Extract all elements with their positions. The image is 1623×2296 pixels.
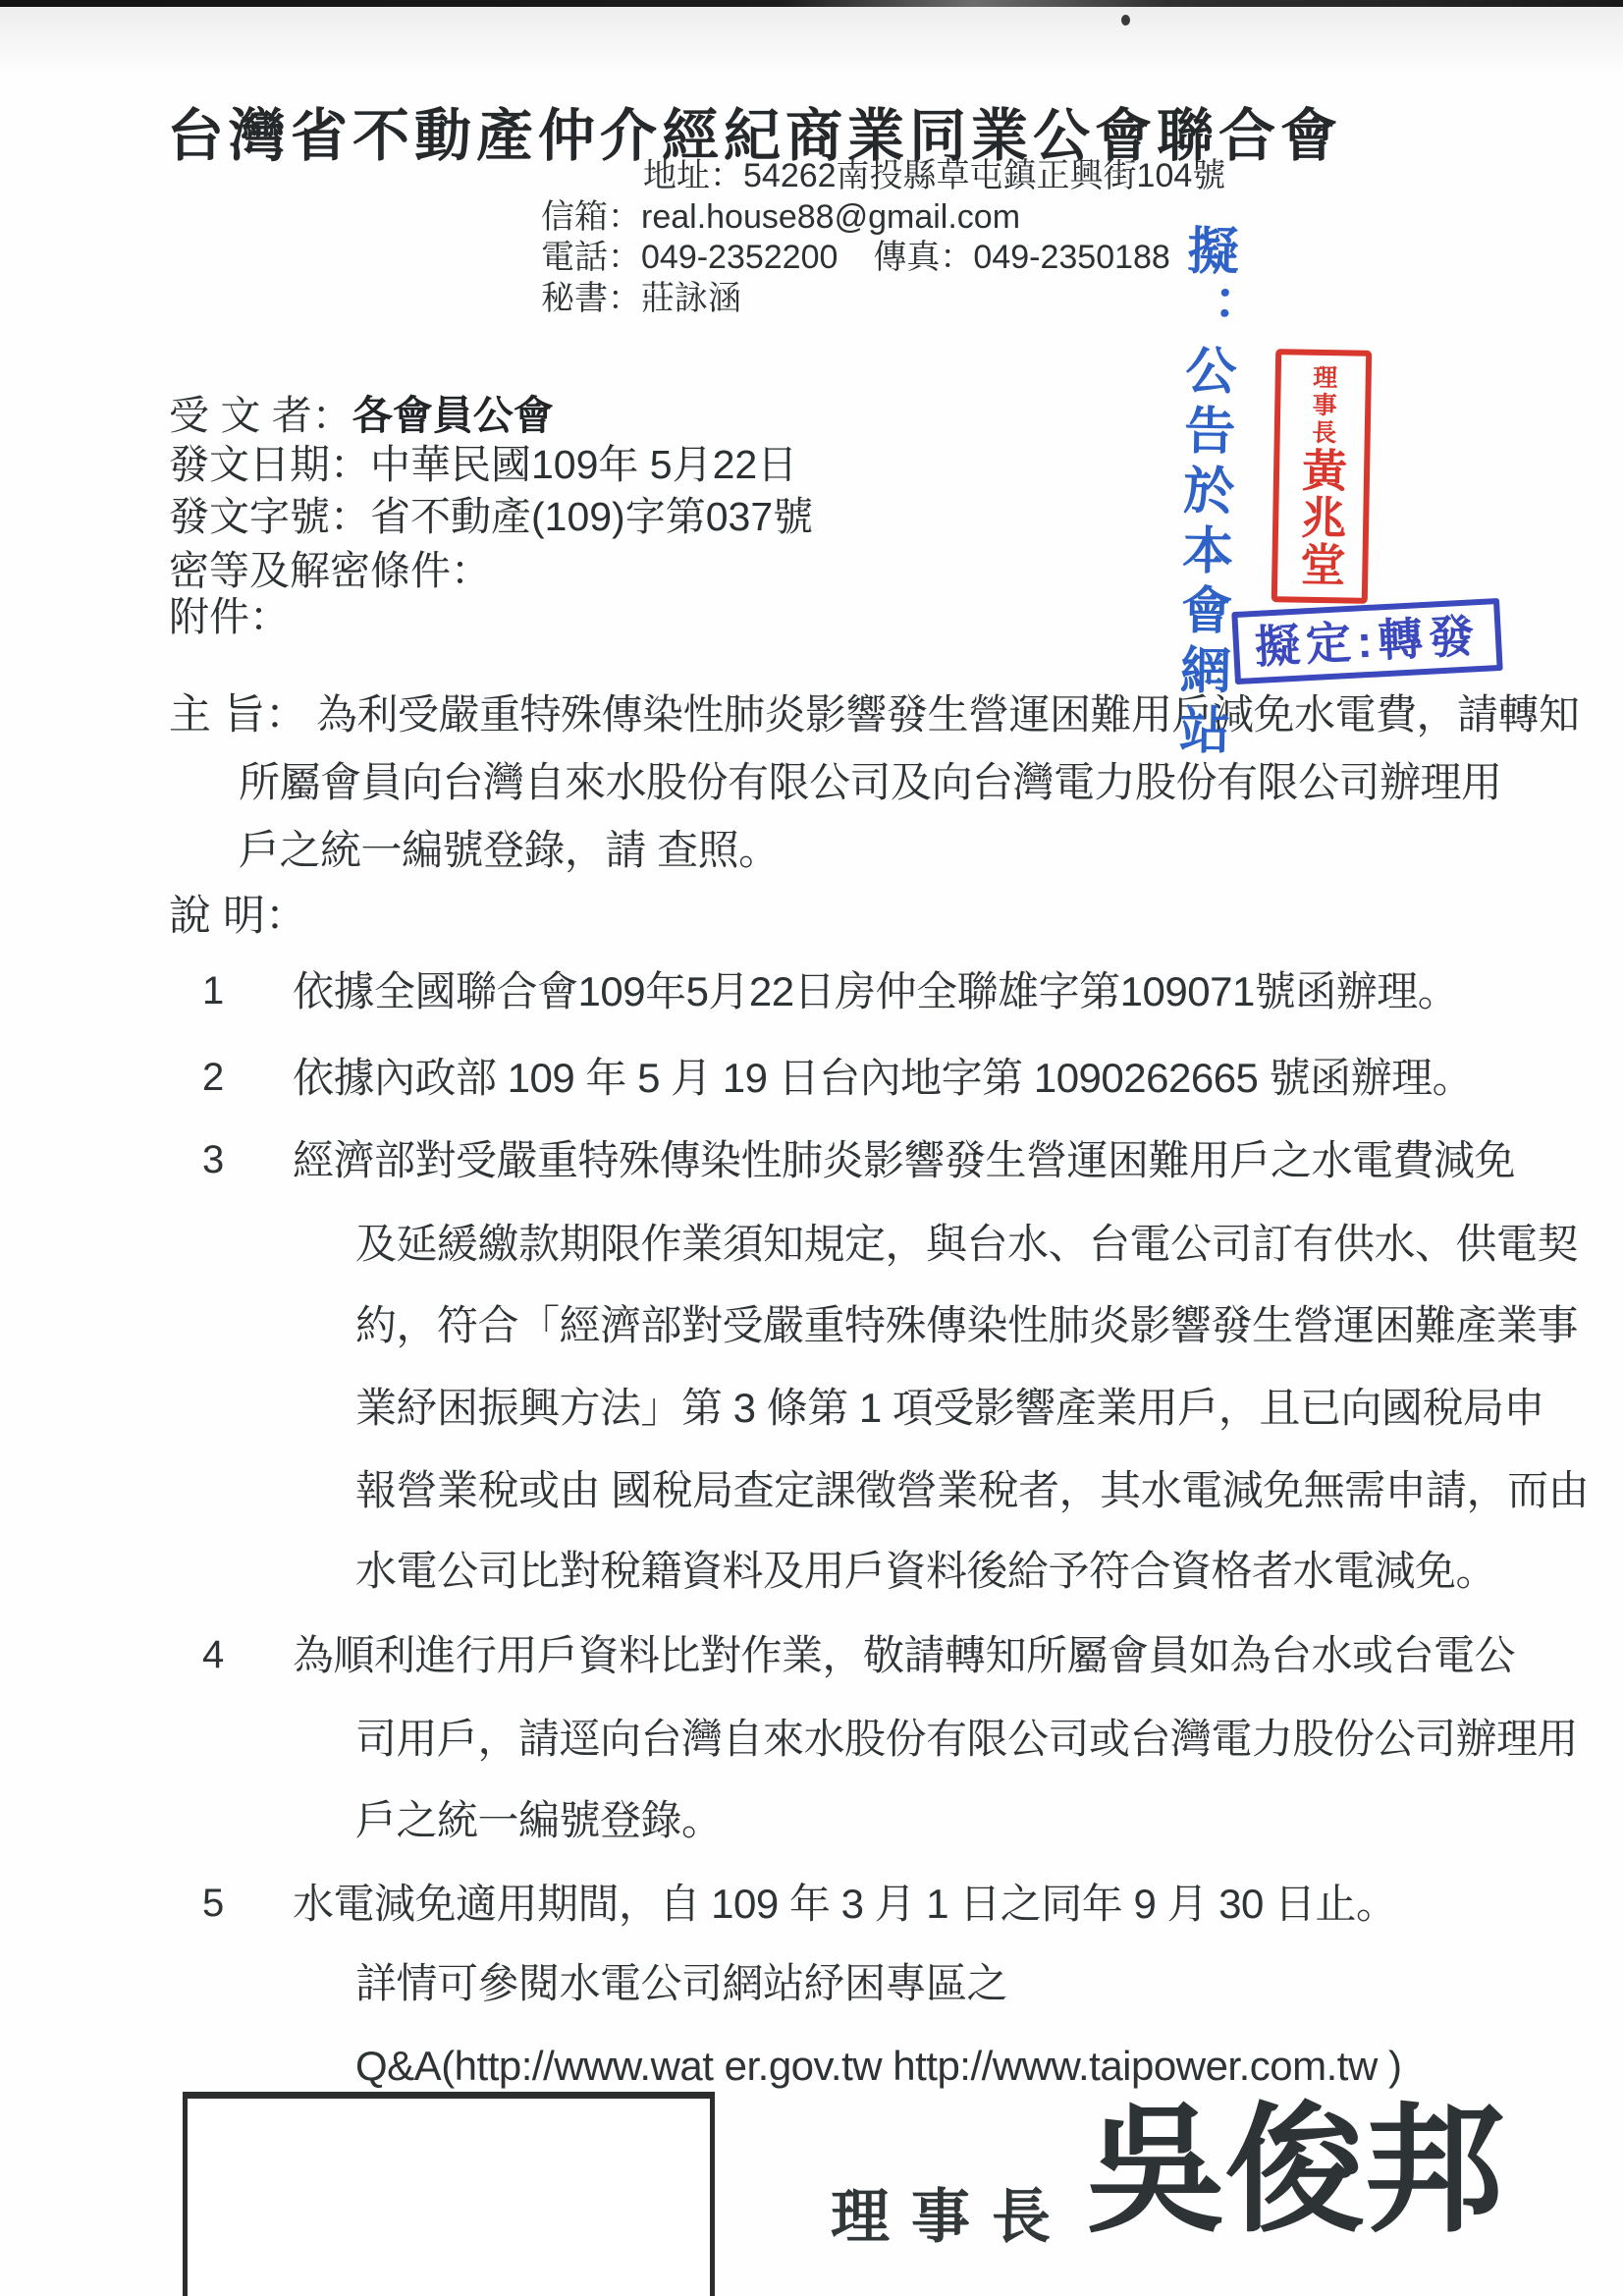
address-label: 地址：: [643, 157, 743, 194]
item-line: 水電減免適用期間，自 109 年 3 月 1 日之同年 9 月 30 日止。: [293, 1881, 1397, 1927]
item-number: 5: [202, 1882, 225, 1925]
email-value: real.house88@gmail.com: [641, 198, 1021, 236]
item-number: 3: [202, 1138, 225, 1181]
recipient-label: 受 文 者：: [169, 393, 352, 438]
phone-value: 049-2352200: [641, 239, 839, 276]
subject-label: 主 旨：: [169, 691, 307, 738]
seal-name: 黃兆堂: [1294, 446, 1348, 589]
item-line: 業紓困振興方法」第 3 條第 1 項受影響產業用戶，且已向國稅局申: [355, 1385, 1544, 1431]
contact-secretary-row: [541, 282, 741, 315]
item-line: 依據內政部 109 年 5 月 19 日台內地字第 1090262665 號函辦理。: [293, 1055, 1474, 1101]
fax-label: 傳真：: [873, 239, 974, 276]
email-label: 信箱：: [541, 198, 641, 236]
scan-shading: [0, 7, 1623, 76]
contact-email-row: [541, 200, 1020, 234]
doc-number-row: [169, 494, 814, 539]
secretary-label: 秘書：: [541, 280, 641, 317]
item-line: 詳情可參閱水電公司網站紓困專區之: [355, 1960, 1008, 2006]
item-line: 約，符合「經濟部對受嚴重特殊傳染性肺炎影響發生營運困難產業事: [355, 1302, 1579, 1348]
contact-phone-row: [541, 241, 1170, 274]
item-line: 依據全國聯合會109年5月22日房仲全聯雄字第109071號函辦理。: [293, 968, 1459, 1014]
chairman-red-seal-stamp: [1271, 349, 1372, 604]
item-line: Q&A(http://www.wat er.gov.tw http://www.taipower.com.tw ): [355, 2043, 1402, 2089]
secretary-value: 莊詠涵: [641, 280, 741, 317]
scan-edge-line: [0, 0, 1623, 7]
item-line: 司用戶，請逕向台灣自來水股份有限公司或台灣電力股份公司辦理用: [355, 1716, 1579, 1762]
scan-speck: [1121, 15, 1130, 26]
security-row: 密等及解密條件：: [169, 548, 491, 593]
item-number: 2: [202, 1056, 225, 1099]
signature-name: 吳俊邦: [1086, 2093, 1504, 2249]
item-line: 經濟部對受嚴重特殊傳染性肺炎影響發生營運困難用戶之水電費減免: [293, 1137, 1516, 1183]
issue-date-label: 發文日期：: [169, 442, 370, 487]
subject-line: 為利受嚴重特殊傳染性肺炎影響發生營運困難用戶減免水電費，請轉知: [316, 691, 1580, 738]
phone-label: 電話：: [541, 239, 641, 276]
item-line: 戶之統一編號登錄。: [355, 1797, 723, 1843]
address-value: 54262南投縣草屯鎮正興街104號: [743, 157, 1226, 194]
item-number: 4: [202, 1633, 225, 1676]
contact-address-row: [643, 159, 1225, 192]
description-label: 說 明：: [169, 893, 307, 940]
fax-value: 049-2350188: [973, 239, 1170, 276]
attachment-row: 附件：: [169, 594, 290, 639]
item-number: 1: [202, 969, 225, 1012]
subject-line: 戶之統一編號登錄，請 查照。: [239, 827, 780, 873]
recipient-value: 各會員公會: [352, 393, 554, 438]
page-title: 台灣省不動產仲介經紀商業同業公會聯合會: [167, 104, 1343, 168]
signature-title: 理事長: [831, 2184, 1072, 2250]
item-line: 水電公司比對稅籍資料及用戶資料後給予符合資格者水電減免。: [355, 1548, 1497, 1594]
doc-number-value: 省不動產(109)字第037號: [370, 494, 814, 539]
issue-date-value: 中華民國109年 5月22日: [370, 442, 798, 487]
seal-title: 理事長: [1308, 363, 1337, 448]
approval-blue-stamp: 擬定:轉發: [1231, 598, 1503, 684]
chairman-seal-text: [1294, 363, 1348, 589]
item-line: 及延緩繳款期限作業須知規定，與台水、台電公司訂有供水、供電契: [355, 1221, 1579, 1267]
issue-date-row: [169, 442, 798, 487]
subject-line: 所屬會員向台灣自來水股份有限公司及向台灣電力股份有限公司辦理用: [239, 759, 1502, 805]
doc-number-label: 發文字號：: [169, 494, 370, 539]
handwritten-note: 擬：公告於本會網站: [1169, 223, 1237, 764]
recipient-row: [169, 393, 554, 438]
item-line: 報營業稅或由 國稅局查定課徵營業稅者，其水電減免無需申請，而由: [355, 1467, 1590, 1513]
item-line: 為順利進行用戶資料比對作業，敬請轉知所屬會員如為台水或台電公: [293, 1632, 1516, 1678]
blank-seal-box: [183, 2092, 715, 2296]
